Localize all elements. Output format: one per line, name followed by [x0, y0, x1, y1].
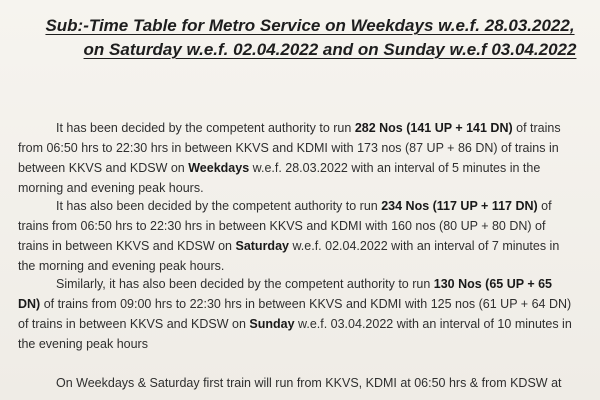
subject-line-1: Sub:-Time Table for Metro Service on Weekdays w.e.f. 28.03.2022,	[45, 16, 575, 35]
paragraph-row	[18, 294, 588, 314]
paragraph-first-train	[18, 373, 588, 393]
text-run: of trains	[512, 121, 561, 135]
text-run: It has also been decided by the competent authority to run	[56, 199, 382, 213]
text-run: w.e.f. 02.04.2022 with an interval of 7 minutes in	[288, 239, 560, 253]
text-run: between KKVS and KDSW on	[18, 161, 189, 175]
paragraph-row	[18, 158, 588, 178]
text-run: w.e.f. 03.04.2022 with an interval of 10 minutes in	[294, 317, 572, 331]
bold-run: Saturday	[235, 239, 289, 253]
paragraph-row	[18, 274, 588, 294]
text-run: of	[537, 199, 552, 213]
paragraph-row	[18, 118, 588, 138]
text-run: morning and evening peak hours.	[18, 181, 204, 195]
text-run: trains in between KKVS and KDSW on	[18, 239, 236, 253]
paragraph-weekdays	[18, 118, 588, 198]
bold-run: 234 Nos (117 UP + 117 DN)	[381, 199, 538, 213]
text-run: from 06:50 hrs to 22:30 hrs in between KKVS and KDMI with 173 nos (87 UP + 86 DN) of trains in	[18, 141, 559, 155]
paragraph-row	[18, 236, 588, 256]
paragraph-sunday	[18, 274, 588, 354]
paragraph-saturday	[18, 196, 588, 276]
bold-run: DN)	[18, 297, 41, 311]
paragraph-row	[18, 334, 588, 354]
bold-run: Weekdays	[188, 161, 250, 175]
text-run: of trains in between KKVS and KDSW on	[18, 317, 250, 331]
bold-run: 130 Nos (65 UP + 65	[433, 277, 553, 291]
bold-run: 282 Nos (141 UP + 141 DN)	[354, 121, 513, 135]
paragraph-row	[18, 138, 588, 158]
subject-line-2: on Saturday w.e.f. 02.04.2022 and on Sunday w.e.f 03.04.2022	[83, 40, 577, 59]
paragraph-row	[18, 178, 588, 198]
bold-run: Sunday	[249, 317, 295, 331]
text-run: On Weekdays & Saturday first train will run from KKVS, KDMI at 06:50 hrs & from KDSW at	[56, 376, 562, 390]
paragraph-row	[18, 216, 588, 236]
paragraph-row	[18, 256, 588, 276]
text-run: the evening peak hours	[18, 337, 148, 351]
subject-heading	[0, 14, 600, 62]
text-run: of trains from 09:00 hrs to 22:30 hrs in between KKVS and KDMI with 125 nos (61 UP + 64 DN)	[40, 297, 572, 311]
text-run: It has been decided by the competent authority to run	[56, 121, 355, 135]
text-run: trains from 06:50 hrs to 22:30 hrs in between KKVS and KDMI with 160 nos (80 UP + 80 DN) of	[18, 219, 546, 233]
text-run: w.e.f. 28.03.2022 with an interval of 5 minutes in the	[249, 161, 541, 175]
text-run: the morning and evening peak hours.	[18, 259, 225, 273]
paragraph-row	[18, 314, 588, 334]
text-run: Similarly, it has also been decided by the competent authority to run	[56, 277, 434, 291]
paragraph-row	[18, 373, 588, 393]
paragraph-row	[18, 196, 588, 216]
